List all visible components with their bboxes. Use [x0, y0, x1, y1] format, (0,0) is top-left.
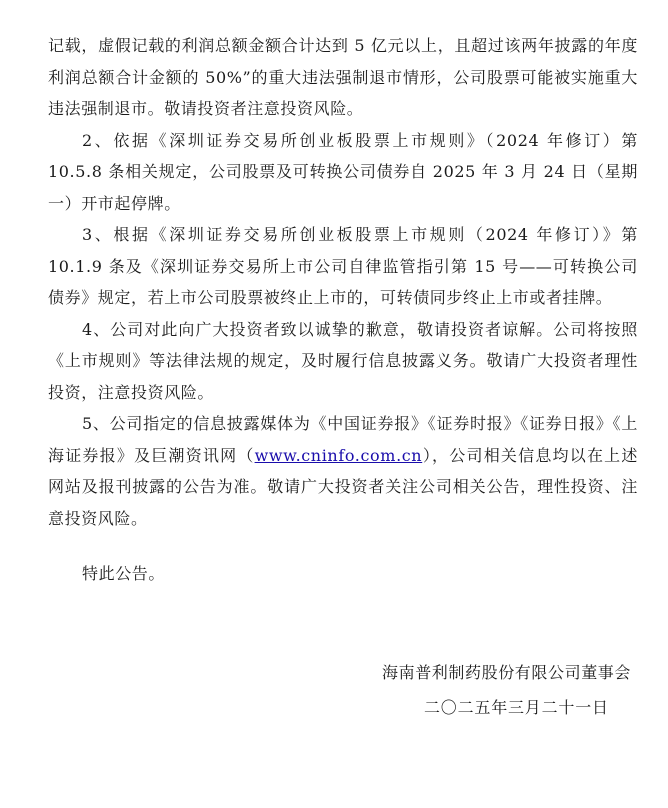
- paragraph-item-5-after-link: ），公司相关信息均以在上述网站及报刊披露的公告为准。敬请广大投资者关注公司相关公告，理性投资、注意投资风险。: [48, 445, 638, 528]
- cninfo-link[interactable]: www.cninfo.com.cn: [254, 445, 423, 465]
- paragraph-continuation: 记载，虚假记载的利润总额金额合计达到 5 亿元以上，且超过该两年披露的年度利润总额合计金额的 50%”的重大违法强制退市情形，公司股票可能被实施重大违法强制退市。敬请投资者注意投资风险。: [48, 36, 638, 118]
- paragraph-item-4: 4、公司对此向广大投资者致以诚挚的歉意，敬请投资者谅解。公司将按照《上市规则》等法律法规的规定，及时履行信息披露义务。敬请广大投资者理性投资，注意投资风险。: [48, 319, 638, 402]
- signature-company: 海南普利制药股份有限公司董事会: [382, 663, 632, 682]
- paragraph-item-5-before-link: 5、公司指定的信息披露媒体为《中国证券报》《证券时报》《证券日报》《上海证券报》及巨潮资讯网（: [48, 414, 638, 465]
- paragraph-item-2: 2、依据《深圳证券交易所创业板股票上市规则》（2024 年修订）第 10.5.8 条相关规定，公司股票及可转换公司债券自 2025 年 3 月 24 日（星期一）开市起停牌。: [48, 130, 638, 213]
- closing-statement: 特此公告。: [82, 564, 166, 583]
- paragraph-item-3: 3、根据《深圳证券交易所创业板股票上市规则（2024 年修订）》第 10.1.9 条及《深圳证券交易所上市公司自律监管指引第 15 号——可转换公司债券》规定，若上市公司股票被终止上市的，可转债同步终止上市或者挂牌。: [48, 225, 638, 307]
- signature-date: 二〇二五年三月二十一日: [424, 698, 609, 717]
- document-body: [48, 30, 638, 534]
- paragraph-item-5: [48, 408, 638, 534]
